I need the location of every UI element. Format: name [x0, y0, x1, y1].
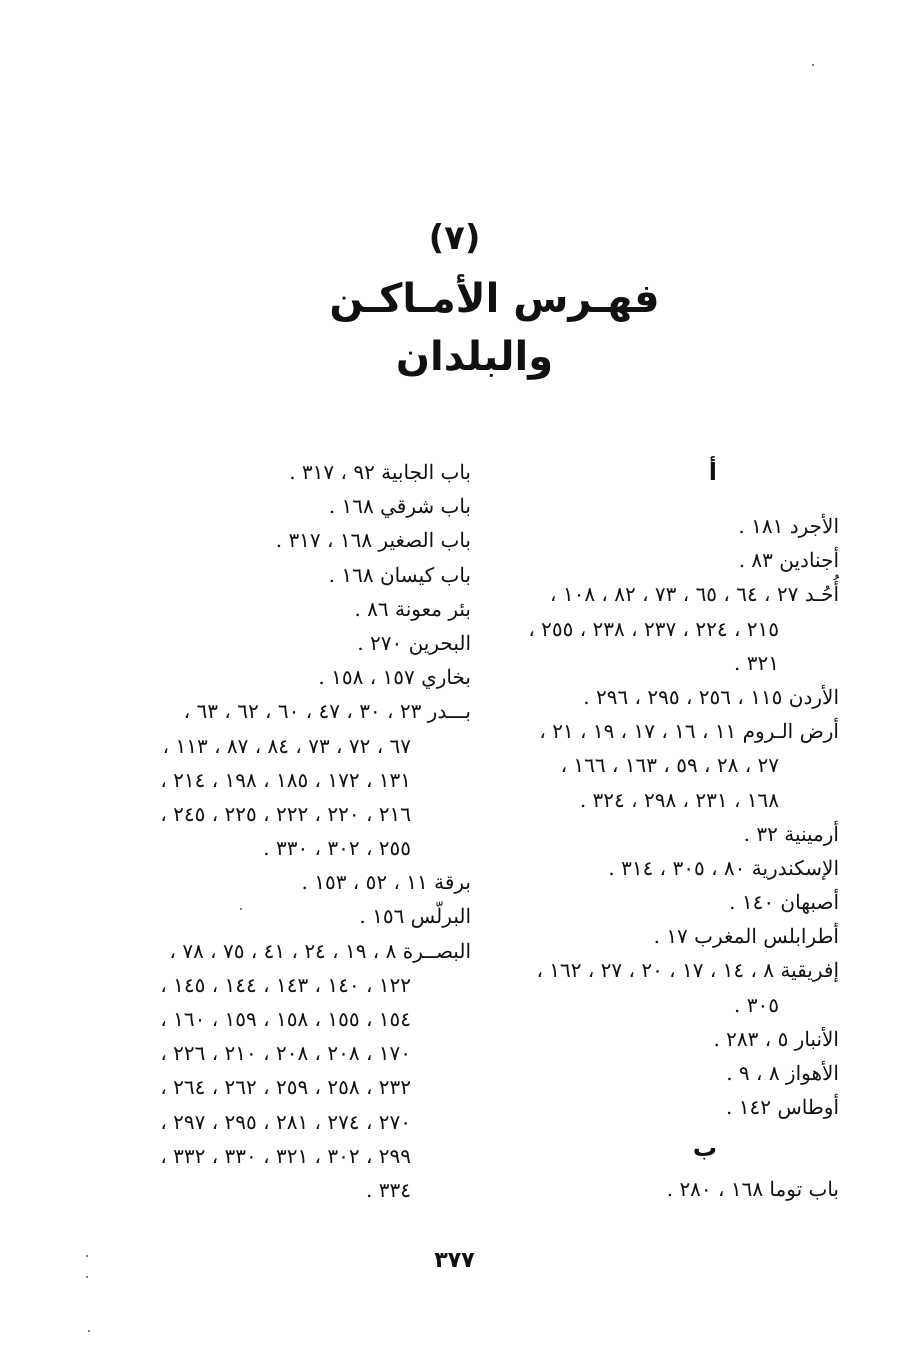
- index-entry: باب كيسان ١٦٨ .: [328, 562, 471, 587]
- index-entry: باب الجابية ٩٢ ، ٣١٧ .: [289, 460, 471, 484]
- index-entry: أُحُـد ٢٧ ، ٦٤ ، ٦٥ ، ٧٣ ، ٨٢ ، ١٠٨ ،: [550, 582, 839, 607]
- index-column-right: [449, 455, 839, 1207]
- index-entry-continuation: ١٧٠ ، ٢٠٨ ، ٢٠٨ ، ٢١٠ ، ٢٢٦ ،: [160, 1041, 411, 1066]
- index-entry: بخاري ١٥٧ ، ١٥٨ .: [318, 665, 471, 690]
- scan-speck: [86, 1255, 88, 1257]
- index-entry-continuation: ٣٣٤ .: [366, 1177, 411, 1202]
- letter-heading-ba: ب: [692, 1134, 717, 1163]
- index-entry: البصــرة ٨ ، ١٩ ، ٢٤ ، ٤١ ، ٧٥ ، ٧٨ ،: [169, 938, 471, 963]
- index-entry-continuation: ٢٥٥ ، ٣٠٢ ، ٣٣٠ .: [263, 836, 411, 861]
- scan-speck: [812, 64, 814, 66]
- index-entry-continuation: ١٦٨ ، ٢٣١ ، ٢٩٨ ، ٣٢٤ .: [579, 787, 779, 812]
- index-entry: إفريقية ٨ ، ١٤ ، ١٧ ، ٢٠ ، ٢٧ ، ١٦٢ ،: [536, 958, 839, 983]
- index-entry: أوطاس ١٤٢ .: [726, 1095, 839, 1120]
- index-entry-continuation: ٣٢١ .: [734, 650, 779, 675]
- scan-speck: [88, 1330, 90, 1332]
- index-title: فهـرس الأمـاكـن: [329, 276, 660, 322]
- index-column-left: [131, 455, 471, 1207]
- index-entry: برقة ١١ ، ٥٢ ، ١٥٣ .: [301, 870, 471, 895]
- index-entry: البحرين ٢٧٠ .: [357, 630, 471, 655]
- index-entry: باب شرقي ١٦٨ .: [328, 494, 471, 519]
- index-entry-continuation: ٢٧ ، ٢٨ ، ٥٩ ، ١٦٣ ، ١٦٦ ،: [560, 753, 779, 778]
- index-entry: الأردن ١١٥ ، ٢٥٦ ، ٢٩٥ ، ٢٩٦ .: [583, 684, 839, 709]
- index-entry: أجنادين ٨٣ .: [738, 548, 839, 573]
- index-entry-continuation: ١٣١ ، ١٧٢ ، ١٨٥ ، ١٩٨ ، ٢١٤ ،: [160, 767, 411, 792]
- index-entry-continuation: ٢٩٩ ، ٣٠٢ ، ٣٢١ ، ٣٣٠ ، ٣٣٢ ،: [160, 1143, 411, 1168]
- index-entry: البرلّس ١٥٦ .: [359, 904, 471, 929]
- index-entry-continuation: ٢١٥ ، ٢٢٤ ، ٢٣٧ ، ٢٣٨ ، ٢٥٥ ،: [528, 616, 779, 641]
- index-title-continued: والبلدان: [395, 334, 554, 380]
- index-entry-continuation: ١٥٤ ، ١٥٥ ، ١٥٨ ، ١٥٩ ، ١٦٠ ،: [160, 1007, 411, 1031]
- index-entry: الإسكندرية ٨٠ ، ٣٠٥ ، ٣١٤ .: [608, 855, 839, 880]
- index-entry: بـــدر ٢٣ ، ٣٠ ، ٤٧ ، ٦٠ ، ٦٢ ، ٦٣ ،: [183, 699, 471, 724]
- index-entry: باب الصغير ١٦٨ ، ٣١٧ .: [275, 528, 471, 553]
- index-entry-continuation: ١٢٢ ، ١٤٠ ، ١٤٣ ، ١٤٤ ، ١٤٥ ،: [160, 972, 411, 997]
- index-entry-continuation: ٢٧٠ ، ٢٧٤ ، ٢٨١ ، ٢٩٥ ، ٢٩٧ ،: [160, 1109, 411, 1134]
- index-entry-continuation: ٦٧ ، ٧٢ ، ٧٣ ، ٨٤ ، ٨٧ ، ١١٣ ،: [162, 733, 411, 758]
- index-entry: أرمينية ٣٢ .: [743, 821, 839, 846]
- chapter-number: (٧): [428, 218, 481, 258]
- scan-speck: [240, 908, 242, 910]
- index-entry: الأهواز ٨ ، ٩ .: [726, 1061, 839, 1085]
- index-entry: باب توما ١٦٨ ، ٢٨٠ .: [666, 1177, 839, 1202]
- letter-heading-alif: أ: [708, 458, 717, 486]
- index-entry: أطرابلس المغرب ١٧ .: [653, 924, 839, 949]
- index-entry: أصبهان ١٤٠ .: [729, 890, 839, 915]
- index-entry: بئر معونة ٨٦ .: [354, 596, 471, 621]
- index-entry: الأجرد ١٨١ .: [738, 514, 839, 538]
- index-entry: الأنبار ٥ ، ٢٨٣ .: [713, 1026, 839, 1051]
- index-entry: أرض الـروم ١١ ، ١٦ ، ١٧ ، ١٩ ، ٢١ ،: [539, 719, 839, 744]
- index-entry-continuation: ٢٣٢ ، ٢٥٨ ، ٢٥٩ ، ٢٦٢ ، ٢٦٤ ،: [160, 1075, 411, 1100]
- page-number: ٣٧٧: [434, 1248, 475, 1273]
- scan-speck: [86, 1276, 88, 1278]
- index-entry-continuation: ٣٠٥ .: [734, 992, 779, 1017]
- index-entry-continuation: ٢١٦ ، ٢٢٠ ، ٢٢٢ ، ٢٢٥ ، ٢٤٥ ،: [160, 801, 411, 826]
